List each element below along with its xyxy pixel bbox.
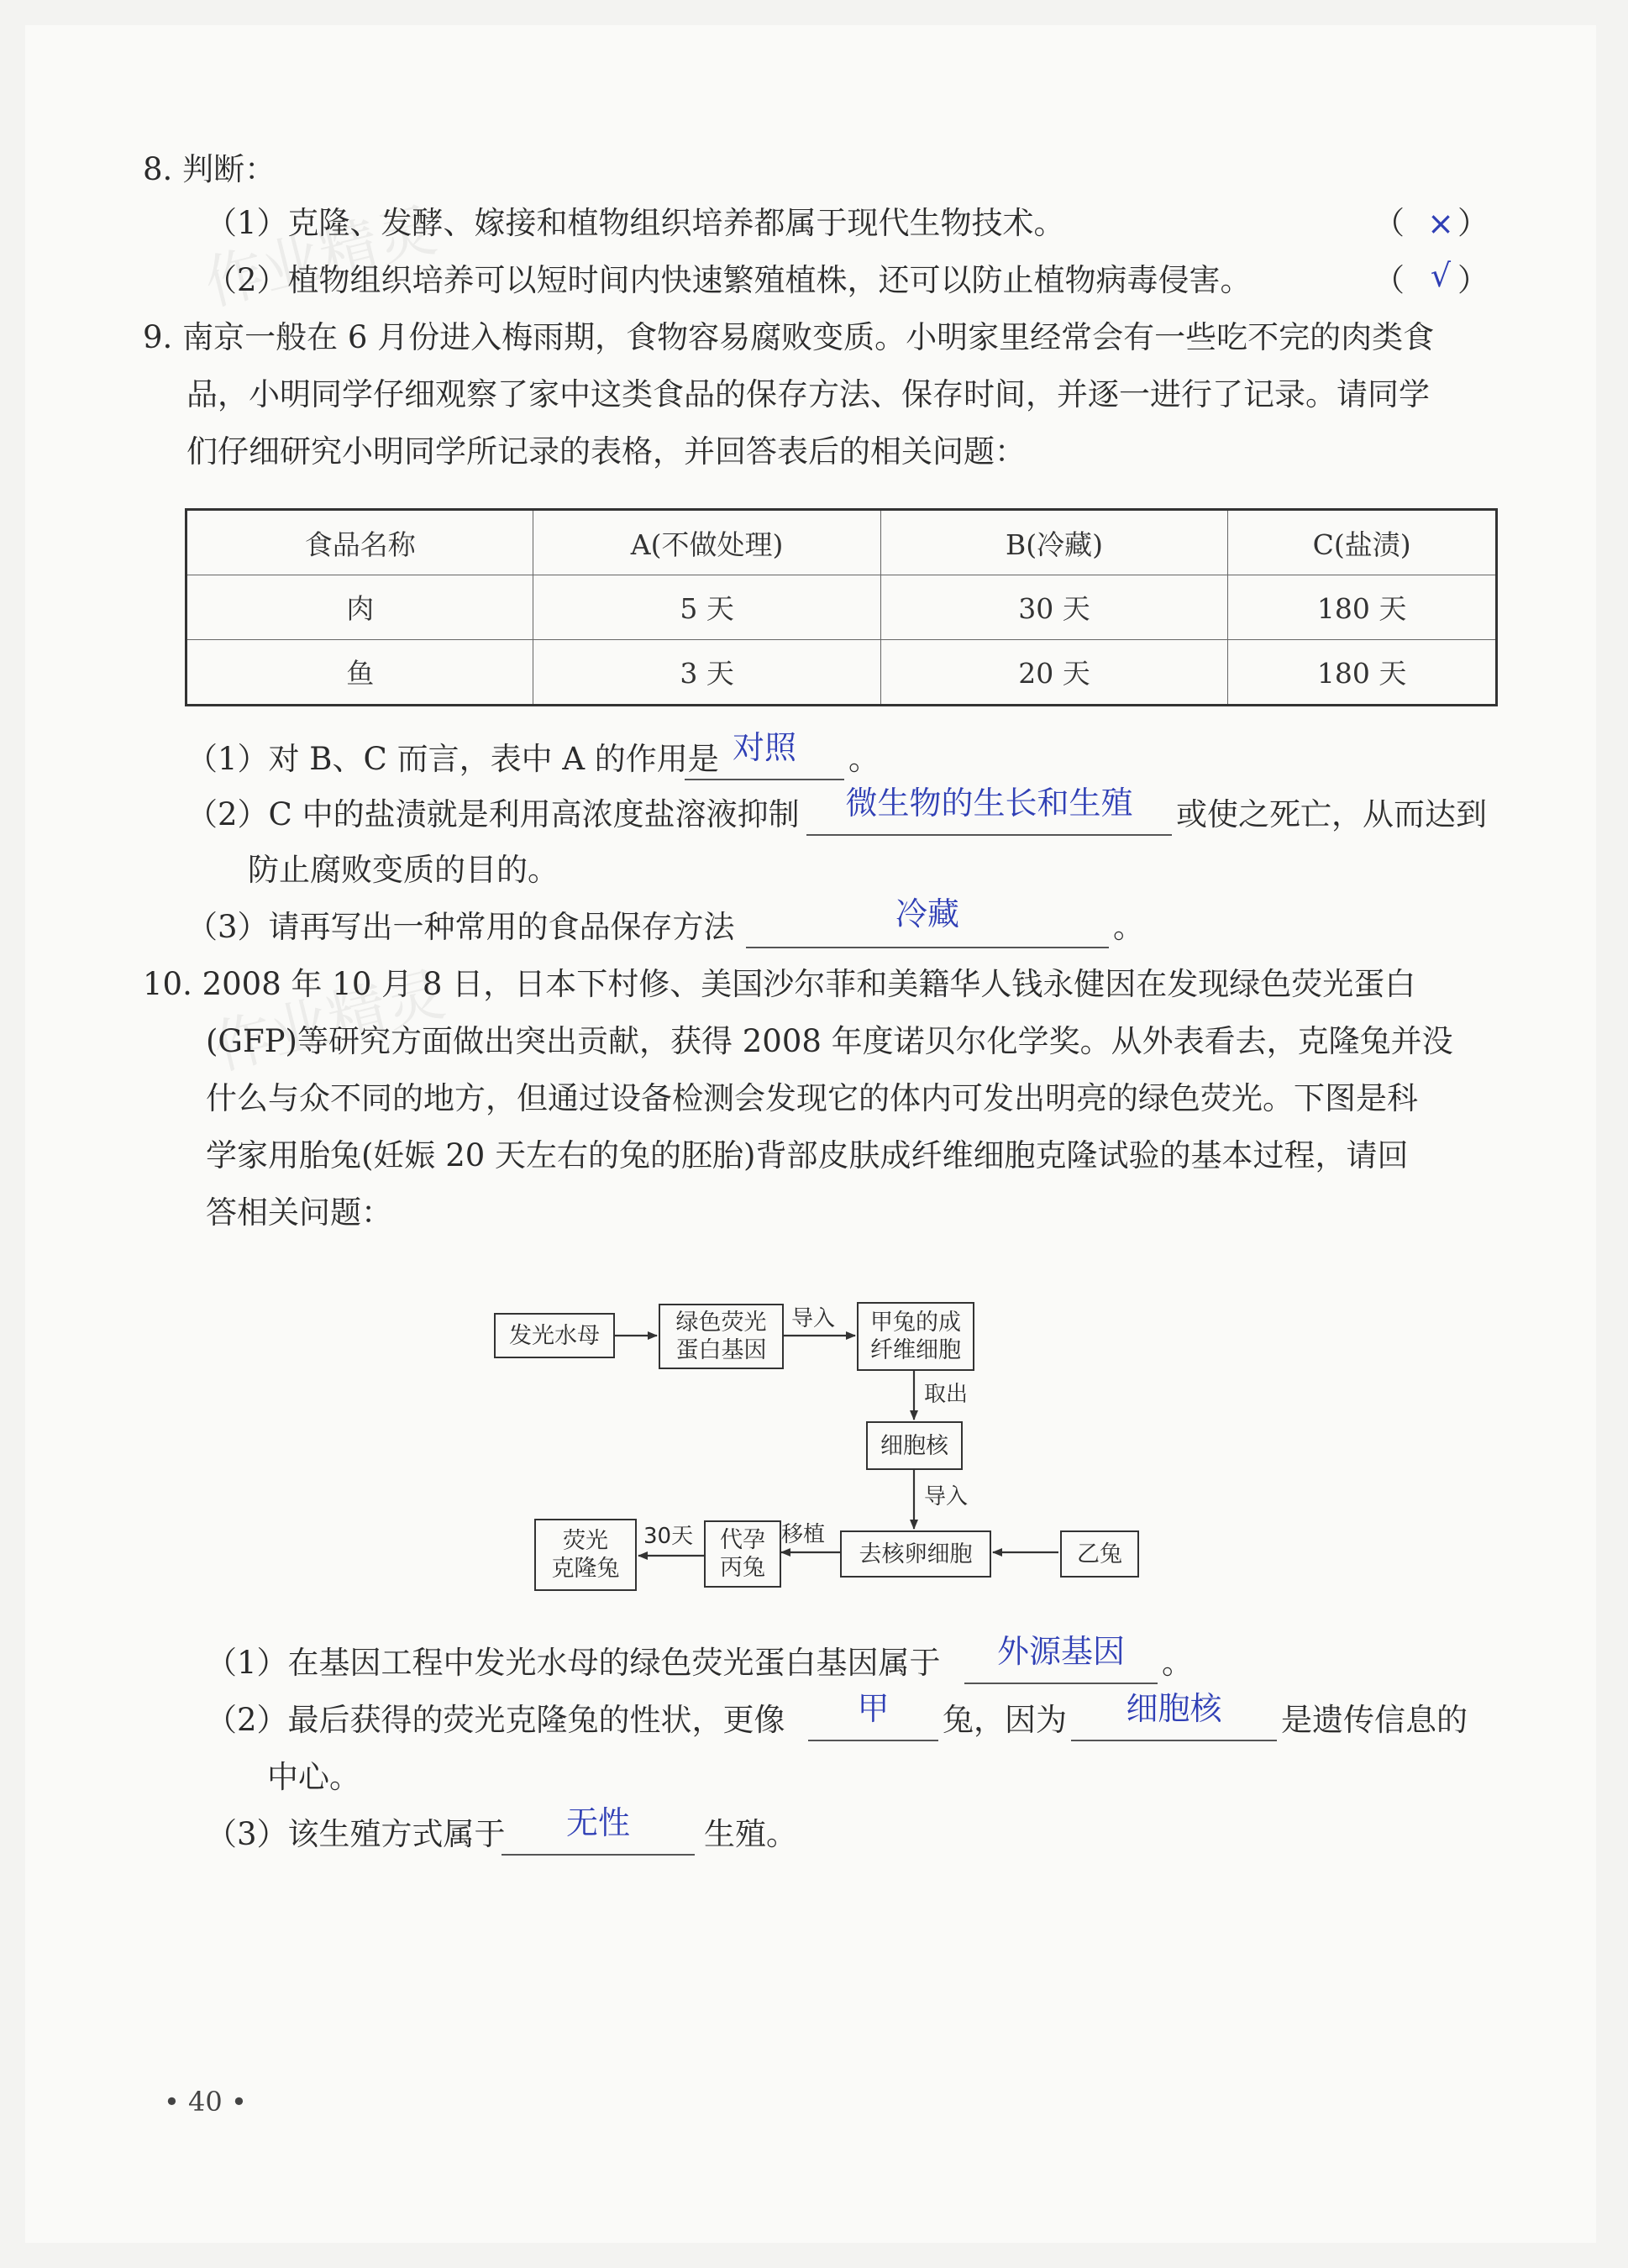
box-line: 丙兔 <box>720 1555 765 1581</box>
q9-sub3-text: （3）请再写出一种常用的食品保存方法 <box>186 909 735 945</box>
q10-sub3-end: 生殖。 <box>704 1816 797 1852</box>
answer-blank <box>808 1740 938 1741</box>
box-fibroblast <box>857 1302 974 1371</box>
q8-answer-1: × <box>1427 205 1454 242</box>
box-surrogate <box>704 1520 781 1588</box>
q9-stem-line-1: 9. 南京一般在 6 月份进入梅雨期，食物容易腐败变质。小明家里经常会有一些吃不完的肉类食 <box>143 319 1435 355</box>
paren-open: （ <box>1373 262 1405 298</box>
box-line: 绿色荧光 <box>675 1310 767 1336</box>
box-line: 纤维细胞 <box>870 1337 961 1363</box>
q10-stem-line-2: (GFP)等研究方面做出突出贡献，获得 2008 年度诺贝尔化学奖。从外表看去，克隆兔并没 <box>206 1023 1453 1059</box>
box-line: 甲兔的成 <box>870 1310 961 1336</box>
q9-stem-line-2: 品，小明同学仔细观察了家中这类食品的保存方法、保存时间，并逐一进行了记录。请同学 <box>186 376 1430 412</box>
q9-sub2-end: 或使之死亡，从而达到 <box>1176 796 1487 832</box>
q10-sub1-end: 。 <box>1162 1645 1193 1681</box>
box-line: 代孕 <box>720 1527 765 1553</box>
q10-sub2-line2: 中心。 <box>267 1759 360 1795</box>
label-transplant: 移植 <box>781 1522 826 1547</box>
answer-blank <box>964 1683 1158 1684</box>
q8-answer-2: √ <box>1430 257 1452 294</box>
q10-sub1-answer: 外源基因 <box>996 1633 1125 1670</box>
table-cell: 30 天 <box>880 575 1227 640</box>
box-line: 荧光 <box>563 1528 608 1554</box>
box-line: 克隆兔 <box>551 1556 620 1582</box>
table-header: A(不做处理) <box>533 510 880 575</box>
table-cell: 180 天 <box>1228 639 1497 705</box>
paren-close: ） <box>1457 262 1489 298</box>
table-cell: 180 天 <box>1228 575 1497 640</box>
table-header: 食品名称 <box>186 510 533 575</box>
q10-sub2-end: 是遗传信息的 <box>1281 1702 1468 1738</box>
q9-sub1-end: 。 <box>848 741 880 777</box>
table-header: B(冷藏) <box>880 510 1227 575</box>
q10-sub3-text: （3）该生殖方式属于 <box>206 1816 506 1852</box>
paren-close: ） <box>1457 205 1489 241</box>
q10-sub2-middle: 兔，因为 <box>943 1702 1067 1738</box>
table-header: C(盐渍) <box>1228 510 1497 575</box>
q8-stem: 8. 判断： <box>143 151 276 187</box>
page-number: • 40 • <box>164 2086 247 2118</box>
label-30-days: 30天 <box>643 1524 694 1549</box>
q10-stem-line-5: 答相关问题： <box>206 1194 392 1231</box>
q10-stem-line-4: 学家用胎兔(妊娠 20 天左右的兔的胚胎)背部皮肤成纤维细胞克隆试验的基本过程，请回 <box>206 1137 1409 1173</box>
table-cell: 肉 <box>186 575 533 640</box>
table-cell: 20 天 <box>880 639 1227 705</box>
q10-stem-line-3: 什么与众不同的地方，但通过设备检测会发现它的体内可发出明亮的绿色荧光。下图是科 <box>206 1080 1418 1116</box>
q10-stem-line-1: 10. 2008 年 10 月 8 日，日本下村修、美国沙尔菲和美籍华人钱永健因在发现绿色荧光蛋白 <box>143 966 1416 1002</box>
answer-blank <box>1071 1740 1277 1741</box>
q10-sub2-answer-2: 细胞核 <box>1126 1690 1222 1727</box>
table-cell: 鱼 <box>186 639 533 705</box>
q9-sub1-text: （1）对 B、C 而言，表中 A 的作用是 <box>186 741 719 777</box>
paren-open: （ <box>1373 205 1405 241</box>
q10-sub2-answer-1: 甲 <box>857 1690 890 1727</box>
box-jellyfish: 发光水母 <box>494 1313 615 1358</box>
box-rabbit-b: 乙兔 <box>1060 1530 1139 1578</box>
watermark: 作业精灵 <box>197 195 444 319</box>
table-cell: 3 天 <box>533 639 880 705</box>
table-cell: 5 天 <box>533 575 880 640</box>
q9-sub3-answer: 冷藏 <box>895 895 959 932</box>
box-gfp-gene <box>659 1304 784 1369</box>
box-enucleated-egg: 去核卵细胞 <box>840 1530 991 1578</box>
q9-sub1-answer: 对照 <box>732 729 796 766</box>
q10-sub2-text: （2）最后获得的荧光克隆兔的性状，更像 <box>206 1702 785 1738</box>
q10-sub3-answer: 无性 <box>565 1804 630 1841</box>
label-extract: 取出 <box>924 1382 969 1407</box>
box-line: 蛋白基因 <box>675 1337 767 1363</box>
watermark: 作业精灵 <box>206 959 452 1084</box>
q8-item-2: （2）植物组织培养可以短时间内快速繁殖植株，还可以防止植物病毒侵害。 <box>206 262 1252 298</box>
q9-sub2-answer: 微生物的生长和生殖 <box>845 785 1133 822</box>
box-clone-rabbit <box>534 1519 637 1591</box>
label-import-1: 导入 <box>791 1306 836 1331</box>
q9-stem-line-3: 们仔细研究小明同学所记录的表格，并回答表后的相关问题： <box>186 433 1026 470</box>
q10-sub1-text: （1）在基因工程中发光水母的绿色荧光蛋白基因属于 <box>206 1645 941 1681</box>
box-nucleus: 细胞核 <box>866 1421 963 1470</box>
label-import-2: 导入 <box>924 1484 969 1509</box>
q8-item-1: （1）克隆、发酵、嫁接和植物组织培养都属于现代生物技术。 <box>206 205 1065 241</box>
q9-sub2-line2: 防止腐败变质的目的。 <box>248 852 559 888</box>
q9-sub3-end: 。 <box>1113 909 1144 945</box>
q9-sub2-text: （2）C 中的盐渍就是利用高浓度盐溶液抑制 <box>186 796 800 832</box>
answer-blank <box>502 1854 695 1856</box>
